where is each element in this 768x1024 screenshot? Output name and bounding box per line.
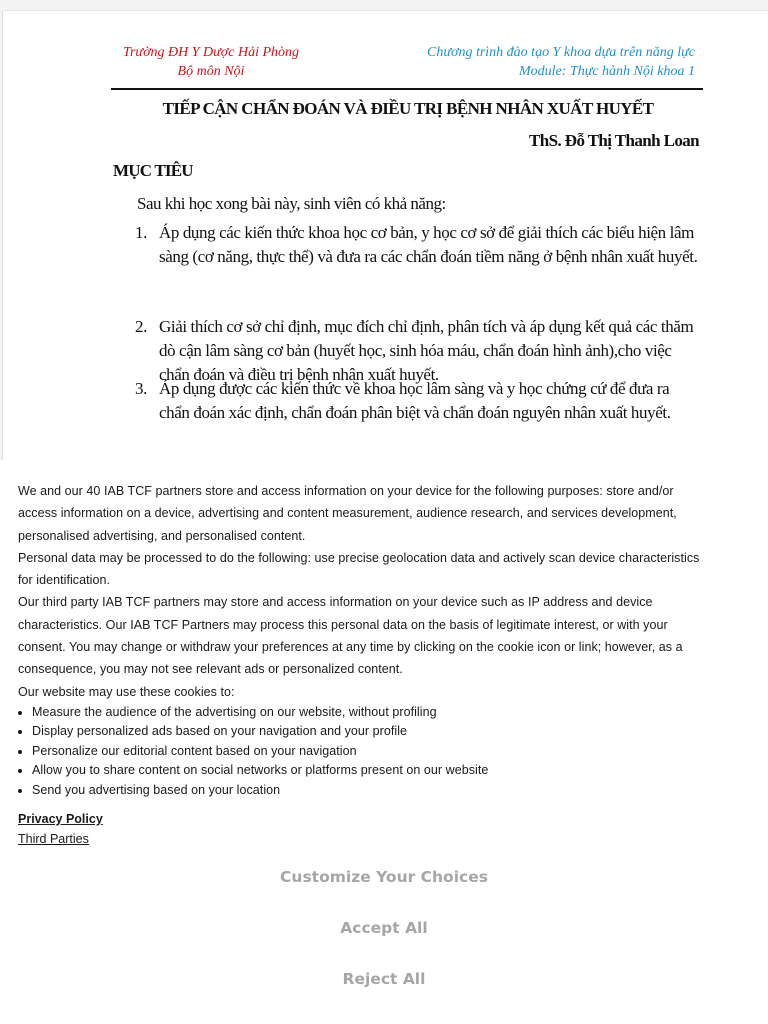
consent-links bbox=[18, 810, 103, 849]
document-author: ThS. Đỗ Thị Thanh Loan bbox=[529, 131, 699, 150]
accept-all-button[interactable]: Accept All bbox=[184, 913, 584, 943]
document-title: TIẾP CẬN CHẨN ĐOÁN VÀ ĐIỀU TRỊ BỆNH NHÂN XUẤT HUYẾT bbox=[162, 99, 654, 118]
cookie-use-item: • Send you advertising based on your location bbox=[32, 781, 708, 800]
objective-item bbox=[133, 221, 703, 269]
header-university: Trường ĐH Y Dược Hải Phòng bbox=[122, 45, 300, 60]
cookie-use-item: • Measure the audience of the advertising on our website, without profiling bbox=[32, 703, 708, 722]
reject-all-button[interactable]: Reject All bbox=[184, 964, 584, 994]
header-department: Bộ môn Nội bbox=[177, 64, 245, 79]
consent-text bbox=[18, 480, 708, 800]
cookie-use-item: • Personalize our editorial content based on your navigation bbox=[32, 742, 708, 761]
objective-text: Áp dụng các kiến thức khoa học cơ bản, y học cơ sở để giải thích các biểu hiện lâm sàng (cơ năng, thực thể) và đưa ra các chẩn đoán tiềm năng ở bệnh nhân xuất huyết. bbox=[159, 223, 698, 266]
header-program bbox=[403, 43, 695, 81]
consent-paragraph-partners: Our third party IAB TCF partners may store and access information on your device such as IP address and device characteristics. Our IAB TCF Partners may process this personal data on the basis of legitimate interest, or with your consent. You may change or withdraw your preferences at any time by clicking on the cookie icon or link; however, as a consequence, you may not see relevant ads or personalized content. bbox=[18, 595, 683, 677]
cookie-use-item: • Allow you to share content on social networks or platforms present on our website bbox=[32, 761, 708, 780]
cookie-consent-panel bbox=[0, 460, 768, 1024]
objective-item bbox=[133, 377, 703, 425]
objectives-intro: Sau khi học xong bài này, sinh viên có khả năng: bbox=[137, 194, 446, 213]
objective-text: Áp dụng được các kiến thức về khoa học lâm sàng và y học chứng cứ để đưa ra chẩn đoán xác định, chẩn đoán phân biệt và chẩn đoán nguyên nhân xuất huyết. bbox=[159, 379, 671, 422]
consent-paragraph-purposes: We and our 40 IAB TCF partners store and access information on your device for the following purposes: store and/or access information on a device, advertising and content measurement, audience research, and services development, personalised advertising, and personalised content. bbox=[18, 484, 677, 543]
document-page bbox=[2, 10, 768, 461]
third-parties-link[interactable]: Third Parties bbox=[18, 831, 89, 846]
header-module: Module: Thực hành Nội khoa 1 bbox=[518, 64, 695, 79]
cookie-use-item: • Display personalized ads based on your navigation and your profile bbox=[32, 722, 708, 741]
header-institution bbox=[111, 43, 311, 81]
consent-paragraph-processing: Personal data may be processed to do the following: use precise geolocation data and actively scan device characteristics for identification. bbox=[18, 550, 700, 588]
objective-text: Giải thích cơ sở chỉ định, mục đích chỉ định, phân tích và áp dụng kết quả các thăm dò cận lâm sàng cơ bản (huyết học, sinh hóa máu, chẩn đoán hình ảnh),cho việc chẩn đoán và điều trị bệnh nhân xuất huyết. bbox=[159, 317, 694, 384]
objective-number: 1. bbox=[135, 223, 147, 242]
document-header bbox=[3, 11, 768, 91]
consent-paragraph-cookies-intro: Our website may use these cookies to: bbox=[18, 684, 235, 699]
objective-number: 2. bbox=[135, 317, 147, 336]
header-program-name: Chương trình đào tạo Y khoa dựa trên năng lực bbox=[427, 45, 695, 60]
document-viewer bbox=[0, 0, 768, 460]
cookie-uses-list bbox=[18, 703, 708, 800]
header-divider bbox=[111, 88, 703, 90]
customize-choices-button[interactable]: Customize Your Choices bbox=[184, 862, 584, 892]
privacy-policy-link[interactable]: Privacy Policy bbox=[18, 812, 103, 826]
objective-number: 3. bbox=[135, 379, 147, 398]
section-heading-objectives: MỤC TIÊU bbox=[113, 161, 193, 180]
